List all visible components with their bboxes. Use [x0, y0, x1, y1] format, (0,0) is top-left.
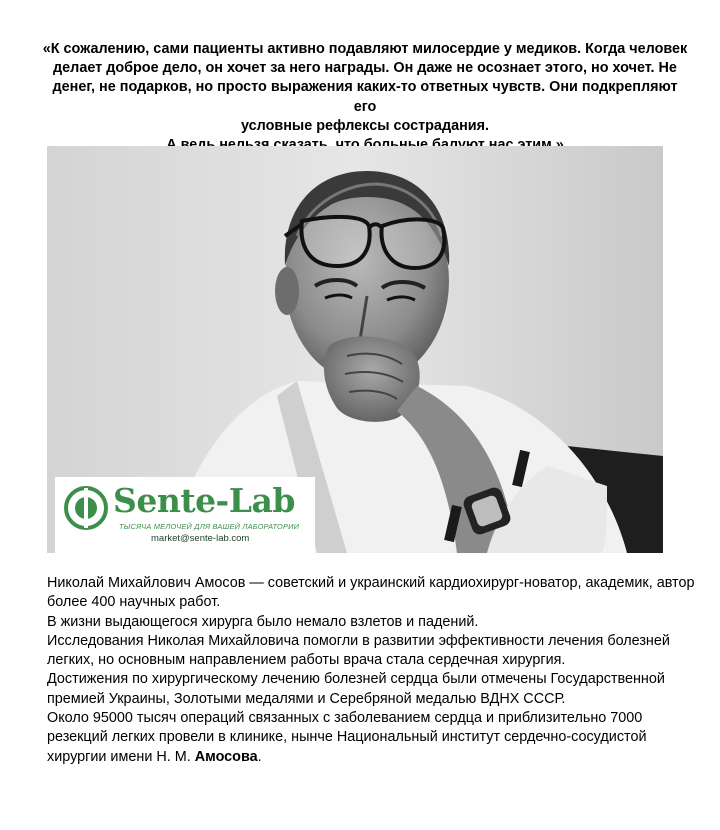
bio-paragraph: Исследования Николая Михайловича помогли в развитии эффективности лечения болезней легких, но основным направлением работы врача стала сердечная хирургия.: [47, 632, 670, 669]
logo-name: Sente-Lab: [113, 481, 295, 520]
sente-lab-logo[interactable]: [55, 477, 315, 553]
bio-period: .: [257, 748, 262, 765]
logo-tagline: ТЫСЯЧА МЕЛОЧЕЙ ДЛЯ ВАШЕЙ ЛАБОРАТОРИИ: [119, 522, 300, 531]
biography: [47, 574, 697, 767]
bio-text: Около 95000 тысяч операций связанных с заболеванием сердца и приблизительно 7000 резекций легких провели в клинике, нынче Национальный институт сердечно-сосудистой хирургии имени Н. М.: [47, 710, 647, 765]
bio-surname-bold: Амосова: [194, 748, 258, 765]
bio-paragraph: Николай Михайлович Амосов — советский и украинский кардиохирург-новатор, академик, автор более 400 научных работ.: [47, 575, 695, 611]
logo-email-link[interactable]: market@sente-lab.com: [151, 533, 250, 544]
bio-paragraph: В жизни выдающегося хирурга было немало взлетов и падений.: [47, 613, 479, 630]
bio-paragraph: Достижения по хирургическому лечению болезней сердца были отмечены Государственной премией Украины, Золотыми медалями и Серебряной медалью ВДНХ СССР.: [47, 671, 665, 707]
quote-text: «К сожалению, сами пациенты активно подавляют милосердие у медиков. Когда человек делает доброе дело, он хочет за него награды. Он даже не осознает этого, но хочет. Не денег, не подарков, но просто выражения каких-то ответных чувств. Они подкрепляют его условные рефлексы сострадания.: [42, 41, 688, 134]
logo-mark-icon: [63, 485, 109, 531]
bio-paragraph-last: [47, 709, 697, 767]
